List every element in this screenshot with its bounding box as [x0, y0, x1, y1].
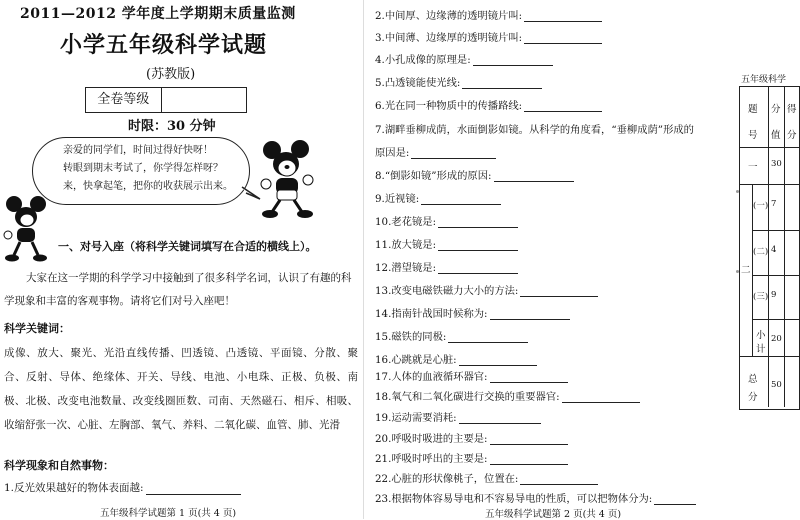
question-text: 19.运动需要消耗: — [375, 412, 457, 424]
page-1-footer: 五年级科学试题第 1 页(共 4 页) — [100, 508, 237, 519]
section-intro: 大家在这一学期的科学学习中接触到了很多科学名词，认识了有趣的科学现象和丰富的客观事物。请将它们对号入座吧！ — [4, 272, 352, 307]
binding-dot — [736, 270, 739, 273]
question-12 — [375, 259, 518, 274]
row-value: 20 — [771, 334, 782, 344]
keywords-title: 科学关键词： — [4, 322, 70, 335]
table-vline — [768, 87, 769, 407]
answer-blank[interactable] — [524, 99, 602, 112]
question-7-cont — [375, 144, 496, 159]
question-text: 14.指南针战国时候称为: — [375, 308, 488, 320]
phenomena-title: 科学现象和自然事物： — [4, 459, 114, 472]
mickey-mouse-small-illustration — [2, 195, 52, 263]
question-text: 5.凸透镜能使光线: — [375, 77, 461, 89]
score-table-caption: 五年级科学 — [741, 75, 787, 85]
table-hline — [752, 275, 799, 276]
row-label-b: 计 — [756, 344, 766, 355]
answer-blank[interactable] — [524, 31, 602, 44]
question-22 — [375, 470, 598, 485]
question-11 — [375, 236, 518, 251]
edition-label: (苏教版) — [146, 67, 196, 82]
question-19 — [375, 409, 541, 424]
question-text: 16.心跳就是心脏: — [375, 354, 457, 366]
question-text: 17.人体的血液循环器官: — [375, 371, 488, 383]
question-15 — [375, 328, 528, 343]
binding-dot — [736, 190, 739, 193]
row-value: 9 — [771, 290, 777, 300]
answer-blank[interactable] — [490, 370, 568, 383]
answer-blank[interactable] — [490, 452, 568, 465]
question-9 — [375, 190, 501, 205]
bubble-line-1: 亲爱的同学们，时间过得好快呀！ — [63, 145, 213, 156]
question-text: 9.近视镜: — [375, 193, 420, 205]
header-col2-a: 分 — [771, 104, 781, 115]
question-text: 15.磁铁的同极: — [375, 331, 447, 343]
answer-blank[interactable] — [459, 353, 537, 366]
row-label: (二) — [753, 247, 769, 257]
exam-header: 2011—2012 学年度上学期期末质量监测 — [20, 6, 296, 22]
question-text: 6.光在同一种物质中的传播路线: — [375, 100, 523, 112]
question-text: 2.中间厚、边缘薄的透明镜片叫: — [375, 10, 523, 22]
question-4 — [375, 51, 553, 66]
answer-blank[interactable] — [146, 482, 241, 495]
grade-label: 全卷等级 — [86, 88, 162, 112]
answer-blank[interactable] — [520, 472, 598, 485]
mickey-mouse-illustration — [258, 140, 316, 218]
answer-blank[interactable] — [421, 192, 501, 205]
grade-box — [85, 87, 247, 113]
table-hline — [752, 319, 799, 320]
header-col1-a: 题 — [748, 104, 758, 115]
score-table — [739, 86, 800, 410]
exam-page-2 — [365, 0, 735, 519]
page-2-footer: 五年级科学试题第 2 页(共 4 页) — [485, 509, 622, 520]
header-col3-a: 得 — [787, 104, 797, 115]
exam-title: 小学五年级科学试题 — [60, 32, 268, 58]
score-strip — [735, 0, 800, 519]
question-5 — [375, 74, 542, 89]
answer-blank[interactable] — [524, 9, 602, 22]
row-label-a: 总 — [748, 374, 758, 385]
page-divider — [363, 0, 364, 519]
header-col3-b: 分 — [787, 130, 797, 141]
question-10 — [375, 213, 518, 228]
question-6 — [375, 97, 602, 112]
row-value: 50 — [771, 380, 782, 390]
question-text: 10.老花镜是: — [375, 216, 437, 228]
row-label-a: 小 — [756, 330, 766, 341]
question-8 — [375, 167, 574, 182]
answer-blank[interactable] — [494, 169, 574, 182]
bubble-line-3: 来，快拿起笔，把你的收获展示出来。 — [63, 181, 233, 192]
question-text: 20.呼吸时吸进的主要是: — [375, 433, 488, 445]
question-14 — [375, 305, 570, 320]
question-text: 12.潜望镜是: — [375, 262, 437, 274]
time-limit: 时限：30 分钟 — [128, 119, 216, 134]
group-label: 二 — [741, 265, 751, 276]
question-text: 21.呼吸时呼出的主要是: — [375, 453, 488, 465]
table-hline — [740, 184, 799, 185]
question-3 — [375, 29, 602, 44]
exam-page-1 — [0, 0, 362, 519]
question-text: 4.小孔成像的原理是: — [375, 54, 471, 66]
row-label: (三) — [753, 292, 769, 302]
question-1 — [4, 480, 241, 495]
question-text: 18.氧气和二氧化碳进行交换的重要器官: — [375, 391, 560, 403]
question-text: 7.湖畔垂柳成荫，水面倒影如镜。从科学的角度看，“垂柳成荫”形成的 — [375, 124, 694, 136]
question-text: 8.“倒影如镜”形成的原因: — [375, 170, 492, 182]
answer-blank[interactable] — [438, 261, 518, 274]
table-hline — [752, 230, 799, 231]
question-13 — [375, 282, 598, 297]
bubble-line-2: 转眼到期末考试了，你学得怎样呀？ — [63, 163, 223, 174]
keywords-list: 成像、放大、聚光、光沿直线传播、凹透镜、凸透镜、平面镜、分散、聚合、反射、导体、绝缘体、开关、导线、电池、小电珠、正极、负极、南极、北极、改变电池数量、改变线圈匝数、司南、天然磁石、相斥、相吸、收缩舒张一次、心脏、左胸部、氧气、养料、二氧化碳、血管、肺、光滑 — [4, 347, 358, 431]
row-label-b: 分 — [748, 392, 758, 403]
question-2 — [375, 7, 602, 22]
answer-blank[interactable] — [473, 53, 553, 66]
question-20 — [375, 430, 568, 445]
question-text: 11.放大镜是: — [375, 239, 437, 251]
answer-blank[interactable] — [438, 238, 518, 251]
row-label: 一 — [748, 162, 758, 173]
answer-blank[interactable] — [654, 492, 696, 505]
answer-blank[interactable] — [490, 432, 568, 445]
question-text: 原因是: — [375, 147, 410, 159]
answer-blank[interactable] — [448, 330, 528, 343]
question-1-text: 1.反光效果越好的物体表面越: — [4, 482, 144, 494]
answer-blank[interactable] — [490, 307, 570, 320]
header-col1-b: 号 — [748, 130, 758, 141]
section-1-title: 一、对号入座（将科学关键词填写在合适的横线上）。 — [58, 240, 317, 253]
question-text: 3.中间薄、边缘厚的透明镜片叫: — [375, 32, 523, 44]
row-value: 7 — [771, 199, 777, 209]
table-vline — [784, 87, 785, 407]
answer-blank[interactable] — [462, 76, 542, 89]
row-value: 4 — [771, 245, 777, 255]
question-16 — [375, 351, 537, 366]
answer-blank[interactable] — [438, 215, 518, 228]
grade-value — [162, 88, 246, 112]
question-17 — [375, 368, 568, 383]
row-value: 30 — [771, 159, 782, 169]
question-21 — [375, 450, 568, 465]
question-text: 22.心脏的形状像桃子，位置在: — [375, 473, 519, 485]
speech-bubble — [32, 137, 250, 205]
row-label: (一) — [753, 201, 769, 211]
question-7 — [375, 121, 694, 136]
table-hline — [740, 147, 799, 148]
answer-blank[interactable] — [520, 284, 598, 297]
answer-blank[interactable] — [459, 411, 541, 424]
table-hline — [740, 356, 799, 357]
answer-blank[interactable] — [562, 390, 640, 403]
question-23 — [375, 490, 696, 505]
question-text: 13.改变电磁铁磁力大小的方法: — [375, 285, 519, 297]
question-18 — [375, 388, 640, 403]
question-text: 23.根据物体容易导电和不容易导电的性质，可以把物体分为: — [375, 493, 653, 505]
answer-blank[interactable] — [411, 146, 496, 159]
header-col2-b: 值 — [771, 130, 781, 141]
